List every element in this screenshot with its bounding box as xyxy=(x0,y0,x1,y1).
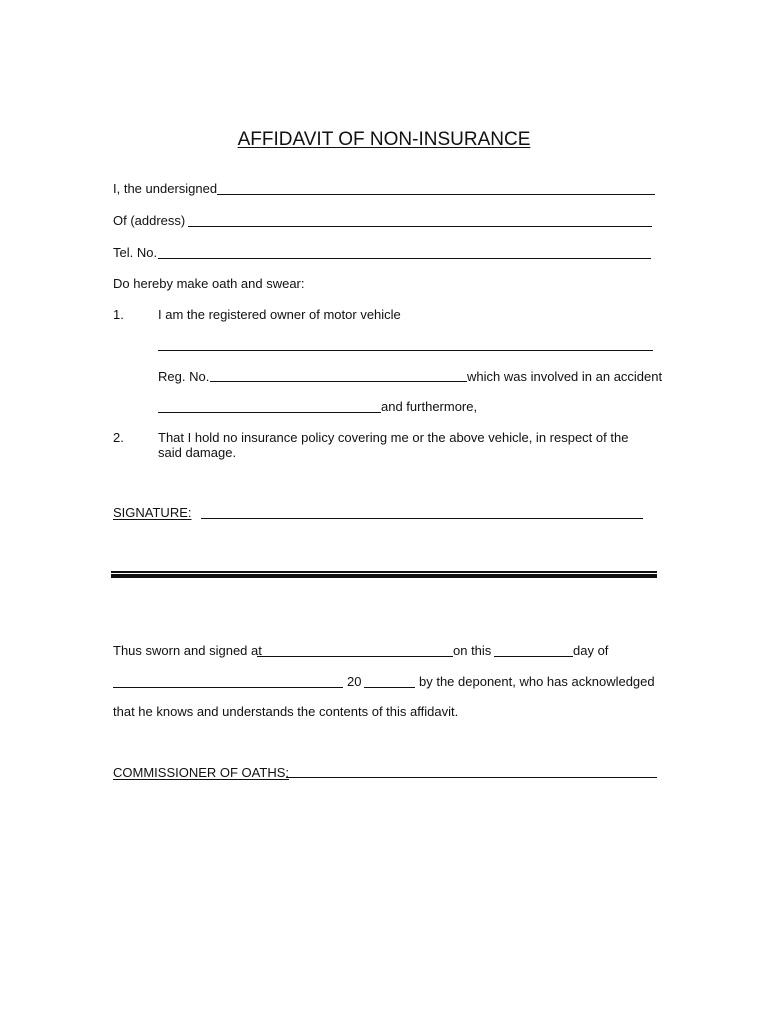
sworn-place-blank[interactable] xyxy=(257,656,453,657)
reg-no-blank[interactable] xyxy=(210,381,467,382)
knows-text: that he knows and understands the contents of this affidavit. xyxy=(113,704,459,719)
on-this-text: on this xyxy=(453,643,492,658)
document-title xyxy=(0,129,768,151)
commissioner-blank[interactable] xyxy=(286,777,657,778)
signature-label: SIGNATURE: xyxy=(113,505,192,520)
section-divider xyxy=(111,571,657,578)
tel-label: Tel. No. xyxy=(113,245,158,260)
sworn-year-blank[interactable] xyxy=(364,687,415,688)
day-of-text: day of xyxy=(573,643,609,658)
item-2-text: That I hold no insurance policy covering me or the above vehicle, in respect of the said damage. xyxy=(158,430,629,460)
sworn-intro: Thus sworn and signed at xyxy=(113,643,262,658)
sworn-month-blank[interactable] xyxy=(113,687,343,688)
item-2-number: 2. xyxy=(113,430,124,445)
deponent-text: by the deponent, who has acknowledged xyxy=(419,674,655,689)
undersigned-blank[interactable] xyxy=(217,194,655,195)
furthermore-text: and furthermore, xyxy=(381,399,478,414)
vehicle-blank[interactable] xyxy=(158,350,653,351)
undersigned-label: I, the undersigned xyxy=(113,181,218,196)
signature-blank[interactable] xyxy=(201,518,643,519)
accident-detail-blank[interactable] xyxy=(158,412,381,413)
tel-blank[interactable] xyxy=(158,258,651,259)
commissioner-label: COMMISSIONER OF OATHS: xyxy=(113,765,289,780)
item-1-number: 1. xyxy=(113,307,124,322)
oath-intro: Do hereby make oath and swear: xyxy=(113,276,305,291)
item-1-text: I am the registered owner of motor vehicle xyxy=(158,307,401,322)
sworn-day-blank[interactable] xyxy=(494,656,573,657)
address-label: Of (address) xyxy=(113,213,186,228)
accident-text: which was involved in an accident xyxy=(467,369,663,384)
document-title-text: AFFIDAVIT OF NON-INSURANCE xyxy=(237,129,531,150)
year-prefix: 20 xyxy=(347,674,362,689)
reg-no-label: Reg. No. xyxy=(158,369,210,384)
address-blank[interactable] xyxy=(188,226,652,227)
